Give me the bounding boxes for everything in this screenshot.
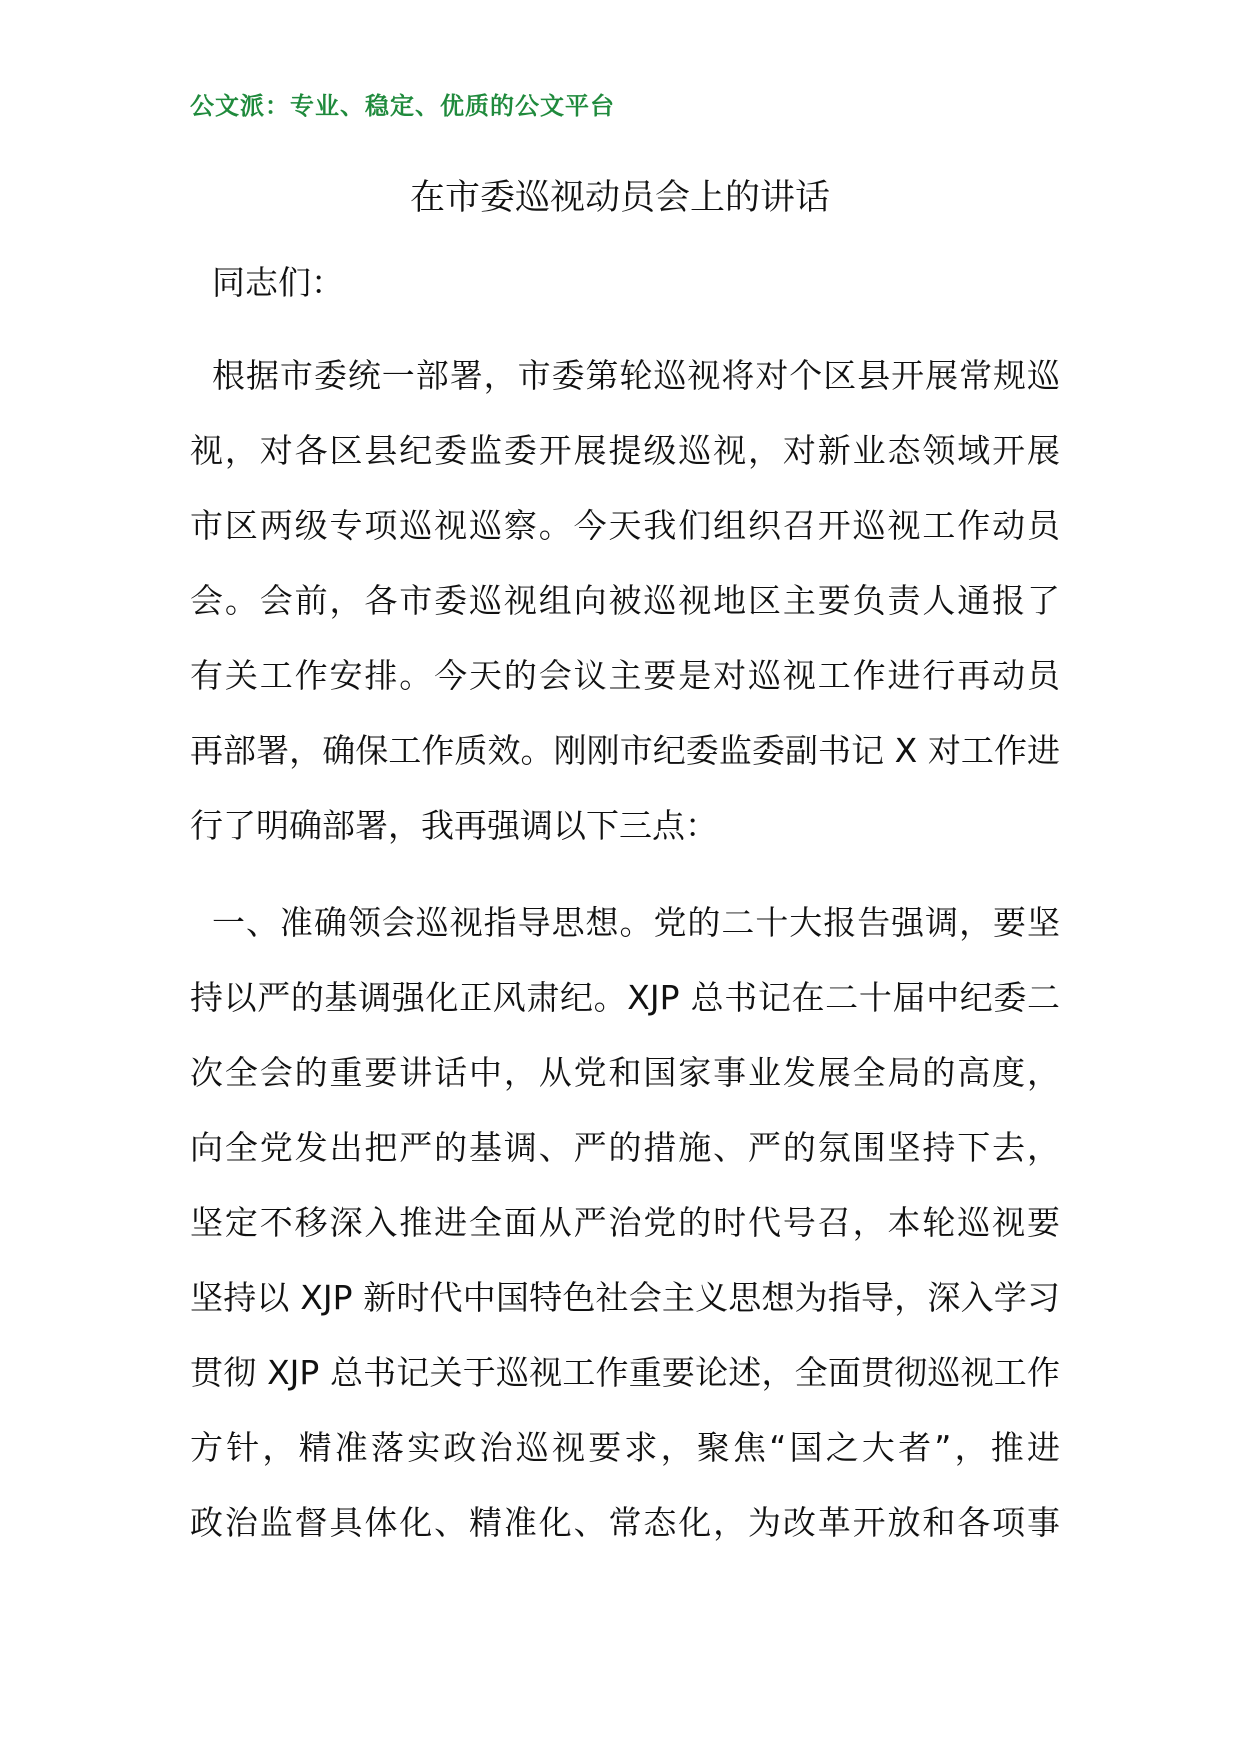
text-line: 政治监督具体化、精准化、常态化，为改革开放和各项事: [190, 1503, 1060, 1542]
text-line: 贯彻 XJP 总书记关于巡视工作重要论述，全面贯彻巡视工作: [190, 1353, 1060, 1392]
document-body: [190, 258, 1060, 1582]
text-line: 持以严的基调强化正风肃纪。XJP 总书记在二十届中纪委二: [190, 978, 1060, 1017]
text-line: 坚持以 XJP 新时代中国特色社会主义思想为指导，深入学习: [190, 1278, 1060, 1317]
text-line: 再部署，确保工作质效。刚刚市纪委监委副书记 X 对工作进: [190, 731, 1060, 770]
document-title: 在市委巡视动员会上的讲话: [409, 178, 830, 218]
text-line: 向全党发出把严的基调、严的措施、严的氛围坚持下去，: [190, 1128, 1060, 1167]
text-line: 市区两级专项巡视巡察。今天我们组织召开巡视工作动员: [190, 506, 1060, 545]
paragraph-section-one: [190, 885, 1060, 1560]
text-line: 坚定不移深入推进全面从严治党的时代号召，本轮巡视要: [190, 1203, 1060, 1242]
salutation: 同志们：: [212, 263, 344, 302]
text-line: 次全会的重要讲话中，从党和国家事业发展全局的高度，: [190, 1053, 1060, 1092]
header-brand: 公文派：专业、稳定、优质的公文平台: [190, 92, 615, 120]
text-line: 方针，精准落实政治巡视要求，聚焦“国之大者”，推进: [190, 1428, 1060, 1467]
text-line: 会。会前，各市委巡视组向被巡视地区主要负责人通报了: [190, 581, 1060, 620]
text-line: 视，对各区县纪委监委开展提级巡视，对新业态领域开展: [190, 431, 1060, 470]
text-line: 有关工作安排。今天的会议主要是对巡视工作进行再动员: [190, 656, 1060, 695]
text-line: 行了明确部署，我再强调以下三点：: [190, 806, 718, 845]
text-line: 一、准确领会巡视指导思想。党的二十大报告强调，要坚: [212, 903, 1060, 942]
paragraph-intro: [190, 338, 1060, 863]
text-line: 根据市委统一部署，市委第轮巡视将对个区县开展常规巡: [212, 356, 1060, 395]
